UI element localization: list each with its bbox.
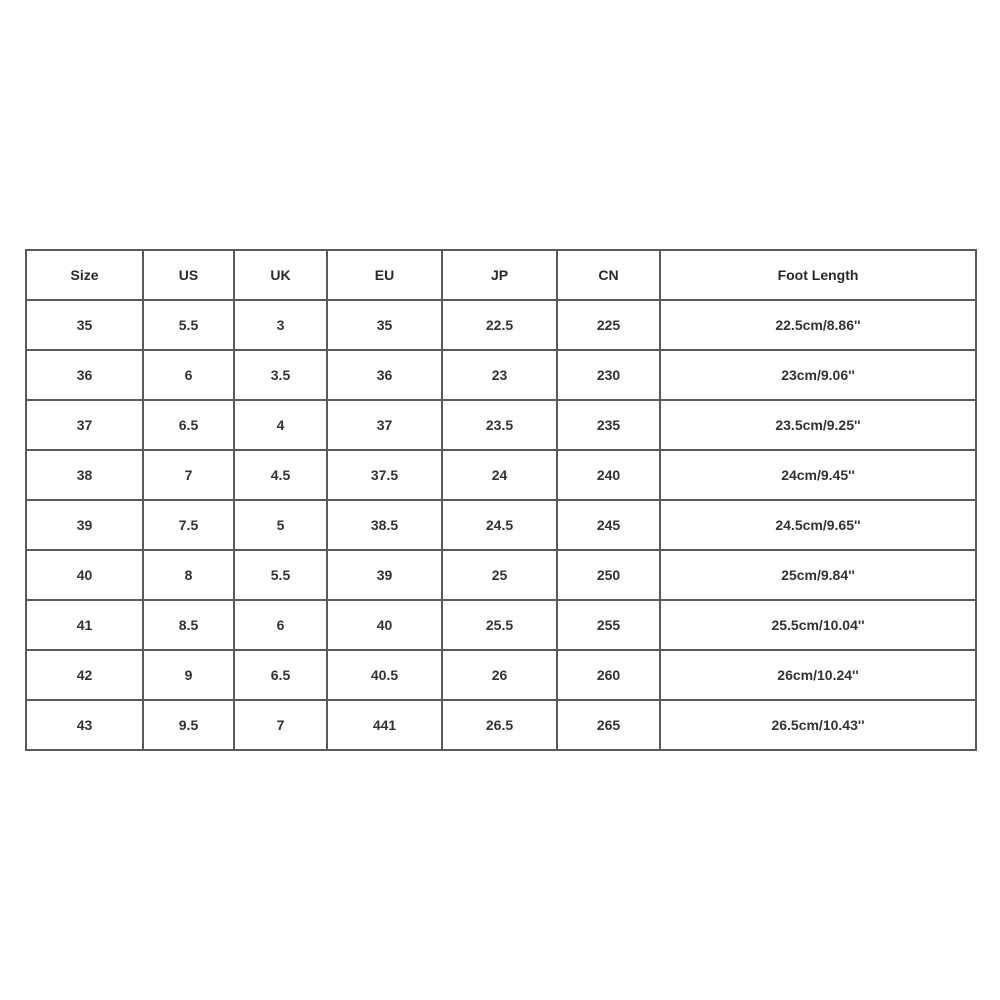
table-row [26, 700, 976, 750]
cell-us: 9 [143, 650, 234, 700]
cell-eu: 36 [327, 350, 442, 400]
cell-jp: 22.5 [442, 300, 557, 350]
cell-eu: 37.5 [327, 450, 442, 500]
cell-size: 37 [26, 400, 143, 450]
cell-jp: 25.5 [442, 600, 557, 650]
cell-size: 42 [26, 650, 143, 700]
cell-uk: 6 [234, 600, 327, 650]
cell-foot-length: 24cm/9.45'' [660, 450, 976, 500]
cell-foot-length: 22.5cm/8.86'' [660, 300, 976, 350]
cell-uk: 3 [234, 300, 327, 350]
size-chart-table [25, 249, 977, 751]
header-us: US [143, 250, 234, 300]
cell-cn: 250 [557, 550, 660, 600]
cell-jp: 24.5 [442, 500, 557, 550]
table-header-row [26, 250, 976, 300]
cell-foot-length: 23cm/9.06'' [660, 350, 976, 400]
table-row [26, 450, 976, 500]
cell-foot-length: 25cm/9.84'' [660, 550, 976, 600]
cell-cn: 225 [557, 300, 660, 350]
cell-cn: 265 [557, 700, 660, 750]
cell-us: 5.5 [143, 300, 234, 350]
cell-us: 7 [143, 450, 234, 500]
cell-foot-length: 23.5cm/9.25'' [660, 400, 976, 450]
table-row [26, 600, 976, 650]
cell-cn: 245 [557, 500, 660, 550]
table-body [26, 300, 976, 750]
cell-eu: 40 [327, 600, 442, 650]
cell-us: 9.5 [143, 700, 234, 750]
cell-size: 41 [26, 600, 143, 650]
table-row [26, 400, 976, 450]
cell-foot-length: 26cm/10.24'' [660, 650, 976, 700]
cell-size: 39 [26, 500, 143, 550]
cell-foot-length: 24.5cm/9.65'' [660, 500, 976, 550]
header-uk: UK [234, 250, 327, 300]
cell-cn: 240 [557, 450, 660, 500]
cell-us: 8.5 [143, 600, 234, 650]
cell-eu: 40.5 [327, 650, 442, 700]
header-eu: EU [327, 250, 442, 300]
cell-jp: 25 [442, 550, 557, 600]
header-size: Size [26, 250, 143, 300]
cell-jp: 24 [442, 450, 557, 500]
cell-us: 7.5 [143, 500, 234, 550]
cell-jp: 26.5 [442, 700, 557, 750]
table-row [26, 500, 976, 550]
cell-jp: 23.5 [442, 400, 557, 450]
cell-uk: 4 [234, 400, 327, 450]
cell-cn: 230 [557, 350, 660, 400]
cell-cn: 260 [557, 650, 660, 700]
cell-eu: 37 [327, 400, 442, 450]
header-jp: JP [442, 250, 557, 300]
table-row [26, 650, 976, 700]
cell-size: 43 [26, 700, 143, 750]
table-row [26, 300, 976, 350]
cell-size: 36 [26, 350, 143, 400]
cell-cn: 255 [557, 600, 660, 650]
cell-eu: 441 [327, 700, 442, 750]
cell-cn: 235 [557, 400, 660, 450]
cell-uk: 7 [234, 700, 327, 750]
cell-eu: 39 [327, 550, 442, 600]
cell-eu: 38.5 [327, 500, 442, 550]
cell-uk: 3.5 [234, 350, 327, 400]
cell-jp: 23 [442, 350, 557, 400]
header-cn: CN [557, 250, 660, 300]
cell-size: 40 [26, 550, 143, 600]
cell-foot-length: 25.5cm/10.04'' [660, 600, 976, 650]
cell-uk: 6.5 [234, 650, 327, 700]
cell-foot-length: 26.5cm/10.43'' [660, 700, 976, 750]
cell-uk: 5 [234, 500, 327, 550]
header-foot-length: Foot Length [660, 250, 976, 300]
cell-size: 35 [26, 300, 143, 350]
cell-uk: 4.5 [234, 450, 327, 500]
cell-jp: 26 [442, 650, 557, 700]
cell-us: 8 [143, 550, 234, 600]
cell-us: 6.5 [143, 400, 234, 450]
table-row [26, 550, 976, 600]
cell-size: 38 [26, 450, 143, 500]
cell-uk: 5.5 [234, 550, 327, 600]
table-row [26, 350, 976, 400]
cell-us: 6 [143, 350, 234, 400]
cell-eu: 35 [327, 300, 442, 350]
